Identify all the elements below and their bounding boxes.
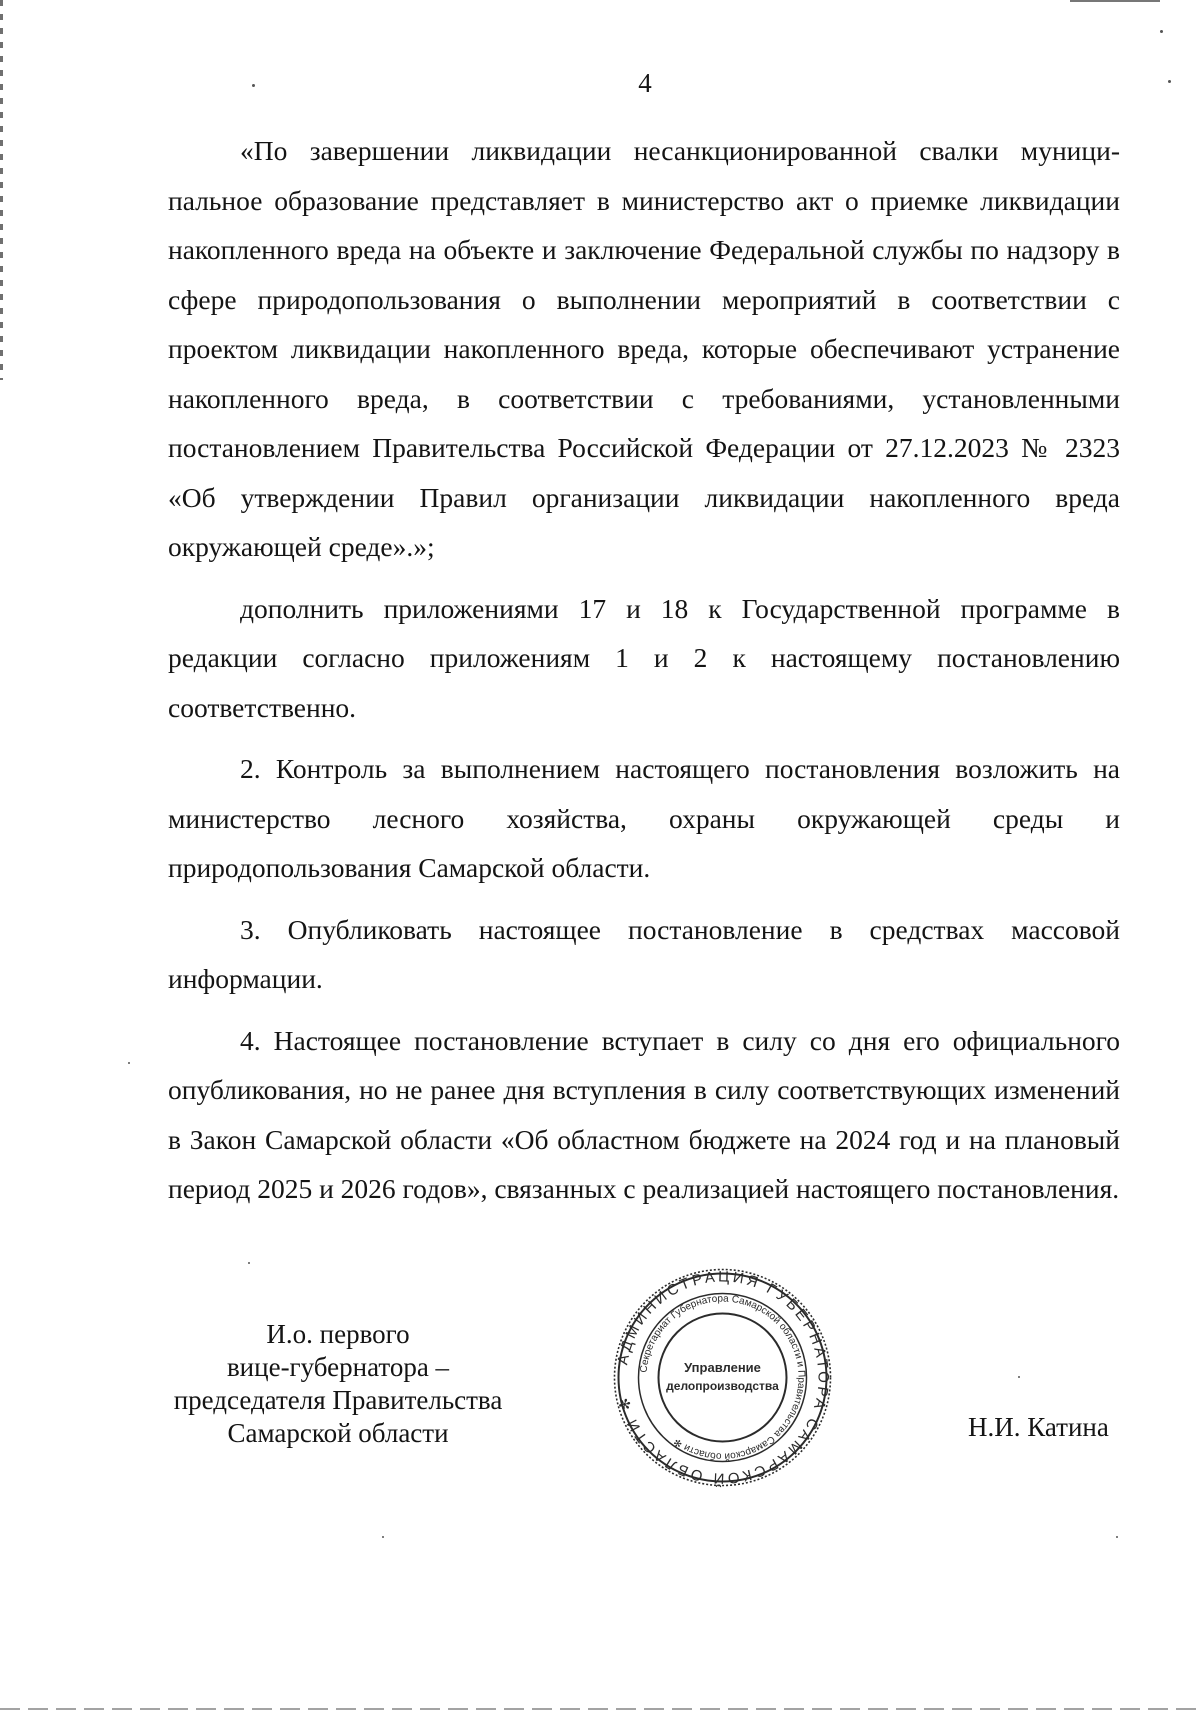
paragraph-item-4: 4. Настоящее постановление вступает в силу со дня его официального опубликования, но не ранее дня вступления в силу соответствующих изменений в Закон Самарской области «Об областном бюджете на 2024 год и на плановый период 2025 и 2026 годов», связанных с реализацией настоящего постановления. bbox=[168, 1024, 1120, 1204]
document-body bbox=[168, 126, 1120, 1226]
signer-name: Н.И. Катина bbox=[968, 1412, 1109, 1442]
seal-outer-text: АДМИНИСТРАЦИЯ ГУБЕРНАТОРА САМАРСКОЙ ОБЛАСТИ ✻ bbox=[614, 1268, 832, 1487]
paragraph-appendices: дополнить приложениями 17 и 18 к Государственной программе в редакции согласно приложениям 1 и 2 к настоящему постановлению соответственно. bbox=[168, 592, 1120, 723]
scan-speck bbox=[1018, 1376, 1020, 1378]
paragraph-quote: «По завершении ликвидации несанкционированной свалки муниципальное образование представляет в министерство акт о приемке ликвидации накопленного вреда на объекте и заключение Федеральной службы по надзору в сфере природопользования о выполнении мероприятий в соответствии с проектом ликвидации накопленного вреда, которые обеспечивают устранение накопленного вреда, в соответствии с требованиями, установленными постановлением Правительства Российской Федерации от 27.12.2023 № 2323 «Об утверждении Правил организации ликвидации накопленного вреда окружающей среде».»; bbox=[168, 135, 1120, 562]
scan-speck bbox=[128, 1062, 130, 1064]
official-seal bbox=[610, 1265, 835, 1490]
signature-title-block bbox=[152, 1318, 524, 1450]
scan-speck bbox=[248, 1262, 250, 1264]
scan-left-edge-mark bbox=[0, 0, 3, 380]
seal-center-line-1: Управление bbox=[684, 1360, 761, 1375]
signature-title-line: И.о. первого bbox=[266, 1319, 410, 1349]
paragraph-item-3: 3. Опубликовать настоящее постановление в средствах массовой информации. bbox=[168, 913, 1120, 994]
scan-speck bbox=[382, 1536, 384, 1538]
scan-top-edge-mark bbox=[1070, 0, 1160, 2]
signature-title-line: Самарской области bbox=[227, 1418, 449, 1448]
seal-graphic bbox=[610, 1265, 835, 1490]
scan-speck bbox=[1160, 30, 1163, 33]
signature-title-line: председателя Правительства bbox=[173, 1385, 503, 1415]
page-number: 4 bbox=[638, 68, 652, 98]
scan-speck bbox=[1116, 1536, 1118, 1538]
paragraph-item-2: 2. Контроль за выполнением настоящего постановления возложить на министерство лесного хозяйства, охраны окружающей среды и природопользования Самарской области. bbox=[168, 753, 1120, 883]
scan-speck bbox=[1168, 80, 1171, 83]
seal-center-line-2: делопроизводства bbox=[666, 1379, 779, 1393]
signature-title-line: вице-губернатора – bbox=[226, 1352, 450, 1382]
seal-inner-text: Секретариат Губернатора Самарской области и Правительства Самарской области ✻ bbox=[638, 1293, 807, 1462]
scan-speck bbox=[252, 84, 255, 87]
scan-bottom-edge-mark bbox=[0, 1708, 1200, 1710]
